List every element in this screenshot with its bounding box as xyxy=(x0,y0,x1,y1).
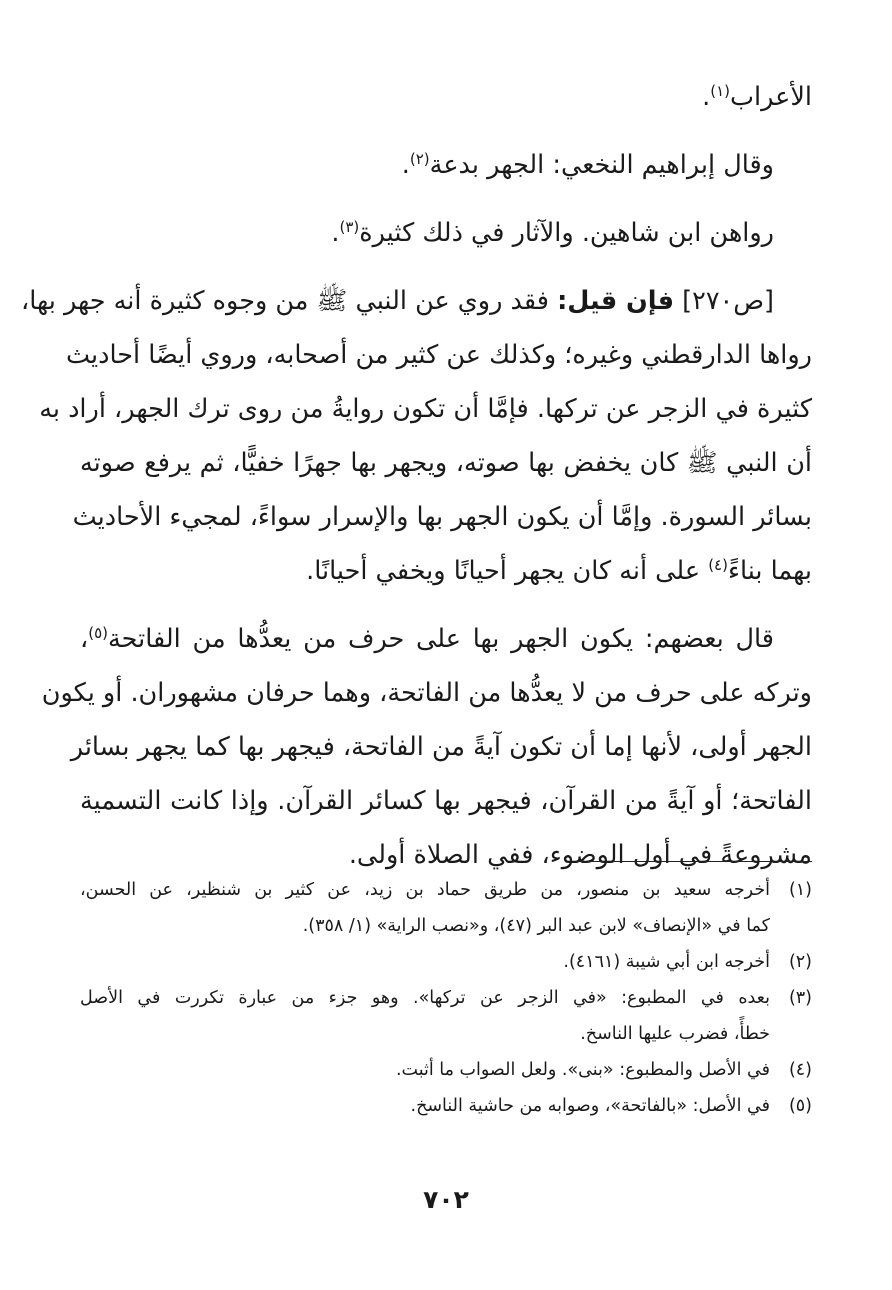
paragraph-line: أن النبي ﷺ كان يخفض بها صوته، ويجهر بها جهرًا خفيًّا، ثم يرفع صوته xyxy=(80,448,812,478)
footnote-text: في الأصل والمطبوع: «بنى». ولعل الصواب ما أثبت. xyxy=(395,1060,770,1080)
footnote-number: (٢) xyxy=(788,952,812,972)
text-run: بهما بناءً xyxy=(727,556,812,586)
text-run: وقال إبراهيم النخعي: الجهر بدعة xyxy=(429,150,774,180)
footnote-ref[interactable]: (٥) xyxy=(88,624,109,642)
footnote-separator xyxy=(577,861,812,862)
text-line xyxy=(80,70,812,124)
footnote-ref[interactable]: (٢) xyxy=(409,150,430,168)
footnote-number: (٣) xyxy=(788,988,812,1008)
text-line xyxy=(80,138,812,192)
main-text xyxy=(20,70,812,882)
text-line xyxy=(80,206,812,260)
footnote-number: (٤) xyxy=(788,1060,812,1080)
text-run: . xyxy=(702,82,711,112)
text-run: رواهن ابن شاهين. والآثار في ذلك كثيرة xyxy=(359,218,774,248)
paragraph-line: بسائر السورة. وإمَّا أن يكون الجهر بها والإسرار سواءً، لمجيء الأحاديث xyxy=(72,502,812,532)
text-run: ، xyxy=(80,624,89,654)
paragraph-line xyxy=(80,612,812,666)
footnote-2 xyxy=(80,944,812,980)
paragraph-line: الجهر أولى، لأنها إما أن تكون آيةً من الفاتحة، فيجهر بها كما يجهر بسائر xyxy=(70,732,812,762)
footnote-3-cont: خطأً، فضرب عليها الناسخ. xyxy=(580,1024,770,1044)
text-run: على أنه كان يجهر أحيانًا ويخفي أحيانًا. xyxy=(306,556,709,586)
page-marker: [ص٢٧٠] xyxy=(674,286,774,316)
footnote-ref[interactable]: (١) xyxy=(710,82,730,100)
footnote-3 xyxy=(80,980,812,1016)
footnote-5 xyxy=(80,1088,812,1124)
text-run: الأعراب xyxy=(729,82,812,112)
footnote-number: (١) xyxy=(788,880,812,900)
footnote-ref[interactable]: (٣) xyxy=(339,218,360,236)
paragraph-line xyxy=(20,274,812,328)
paragraph-line: كثيرة في الزجر عن تركها. فإمَّا أن تكون روايةُ من روى ترك الجهر، أراد به xyxy=(39,394,812,424)
footnote-4 xyxy=(80,1052,812,1088)
footnote-text: في الأصل: «بالفاتحة»، وصوابه من حاشية الناسخ. xyxy=(410,1096,770,1116)
page-number: ٧٠٢ xyxy=(423,1185,469,1214)
paragraph-line: الفاتحة؛ أو آيةً من القرآن، فيجهر بها كسائر القرآن. وإذا كانت التسمية xyxy=(80,786,812,816)
paragraph-line: رواها الدارقطني وغيره؛ وكذلك عن كثير من أصحابه، وروي أيضًا أحاديث xyxy=(66,340,812,370)
footnote-number: (٥) xyxy=(788,1096,812,1116)
paragraph-line: مشروعةً في أول الوضوء، ففي الصلاة أولى. xyxy=(348,840,812,870)
footnotes xyxy=(80,872,812,1124)
bold-heading: فإن قيل: xyxy=(557,286,675,316)
footnote-text: أخرجه ابن أبي شيبة (٤١٦١). xyxy=(563,952,770,972)
paragraph-line xyxy=(80,544,812,598)
footnote-1 xyxy=(80,872,812,908)
text-run: . xyxy=(331,218,340,248)
footnote-ref[interactable]: (٤) xyxy=(708,556,728,574)
footnote-1-cont: كما في «الإنصاف» لابن عبد البر (٤٧)، و«نصب الراية» (١/ ٣٥٨). xyxy=(302,916,770,936)
text-run: . xyxy=(401,150,410,180)
footnote-text: بعده في المطبوع: «في الزجر عن تركها». وهو جزء من عبارة تكررت في الأصل xyxy=(80,988,770,1008)
paragraph-line: وتركه على حرف من لا يعدُّها من الفاتحة، وهما حرفان مشهوران. أو يكون xyxy=(41,678,812,708)
text-run: فقد روي عن النبي ﷺ من وجوه كثيرة أنه جهر بها، xyxy=(20,286,558,316)
footnote-text: أخرجه سعيد بن منصور، من طريق حماد بن زيد، عن كثير بن شنظير، عن الحسن، xyxy=(80,880,770,900)
text-run: قال بعضهم: يكون الجهر بها على حرف من يعدُّها من الفاتحة xyxy=(108,624,774,654)
